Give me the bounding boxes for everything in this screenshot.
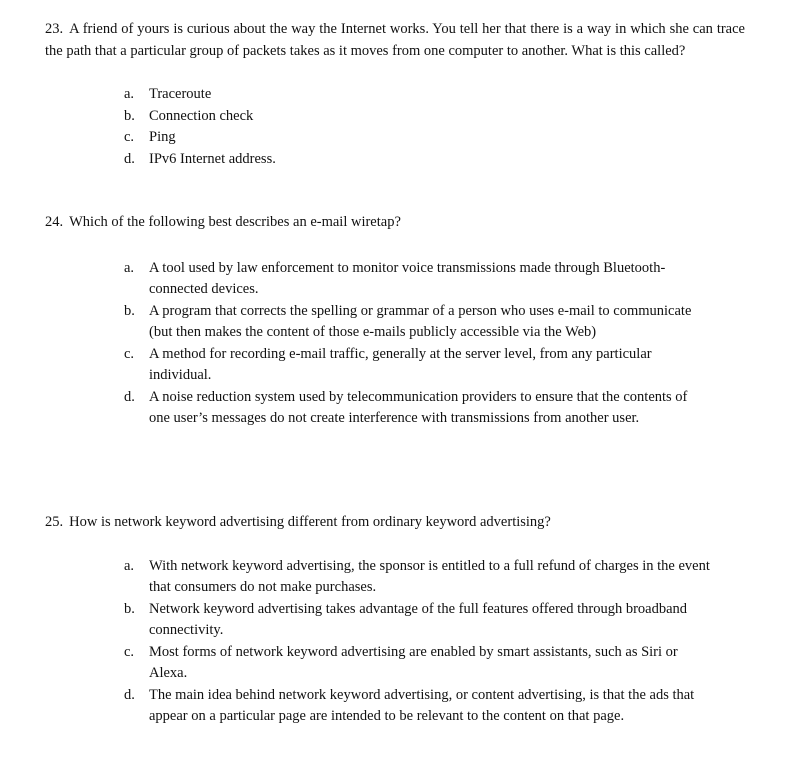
option-text: A program that corrects the spelling or grammar of a person who uses e-mail to communicate (but then makes the content of those e-mails publicly accessible via the Web) (149, 302, 692, 340)
option-text: The main idea behind network keyword advertising, or content advertising, is that the ads that appear on a particular page are intended to be relevant to the content on that page. (149, 686, 695, 724)
option-text: With network keyword advertising, the sponsor is entitled to a full refund of charges in the event that consumers do not make purchases. (149, 557, 710, 595)
option-letter: c. (124, 345, 135, 362)
option-letter: b. (124, 302, 135, 319)
option-text: A tool used by law enforcement to monitor voice transmissions made through Bluetooth-connected devices. (149, 259, 666, 297)
question-text (45, 512, 745, 534)
option-text: A noise reduction system used by telecommunication providers to ensure that the contents of one user’s messages do not create interference with transmissions from another user. (149, 388, 688, 426)
option-letter: a. (124, 557, 135, 574)
question-body: A friend of yours is curious about the way the Internet works. You tell her that there is a way in which she can trace the path that a particular group of packets takes as it moves from one computer to another. What is this called? (45, 21, 745, 59)
option-letter: b. (124, 600, 135, 617)
option-text: Traceroute (149, 86, 212, 102)
option-text: Network keyword advertising takes advantage of the full features offered through broadband connectivity. (149, 600, 688, 638)
question-body: Which of the following best describes an e-mail wiretap? (69, 214, 401, 230)
option-letter: d. (124, 150, 135, 167)
question-body: How is network keyword advertising different from ordinary keyword advertising? (69, 514, 551, 530)
option-letter: d. (124, 388, 135, 405)
answer-option-c (45, 344, 701, 387)
answer-options (45, 84, 745, 170)
option-letter: c. (124, 129, 135, 145)
answer-option-b (45, 106, 709, 128)
option-letter: a. (124, 259, 135, 276)
option-letter: d. (124, 686, 135, 703)
answer-option-a (45, 556, 714, 599)
question-number: 23. (45, 21, 64, 37)
answer-option-b (45, 599, 714, 642)
answer-option-c (45, 642, 714, 685)
answer-option-d (45, 149, 709, 171)
question-number: 25. (45, 514, 64, 530)
option-text: IPv6 Internet address. (149, 150, 276, 167)
option-text: Ping (149, 129, 176, 145)
answer-option-a (45, 258, 701, 301)
answer-options (45, 556, 745, 728)
question-text (45, 19, 745, 62)
option-letter: c. (124, 643, 135, 660)
answer-option-a (45, 84, 709, 106)
question-25 (45, 512, 745, 728)
question-number: 24. (45, 214, 64, 230)
answer-options (45, 258, 745, 430)
option-letter: b. (124, 107, 135, 124)
answer-option-b (45, 301, 701, 344)
question-text (45, 212, 745, 234)
question-23 (45, 19, 745, 170)
answer-option-d (45, 685, 714, 728)
answer-option-c (45, 127, 709, 149)
option-letter: a. (124, 86, 135, 102)
option-text: Most forms of network keyword advertising are enabled by smart assistants, such as Siri or Alexa. (149, 643, 678, 681)
answer-option-d (45, 387, 701, 430)
option-text: Connection check (149, 107, 254, 124)
question-24 (45, 212, 745, 430)
option-text: A method for recording e-mail traffic, generally at the server level, from any particular individual. (149, 345, 652, 383)
